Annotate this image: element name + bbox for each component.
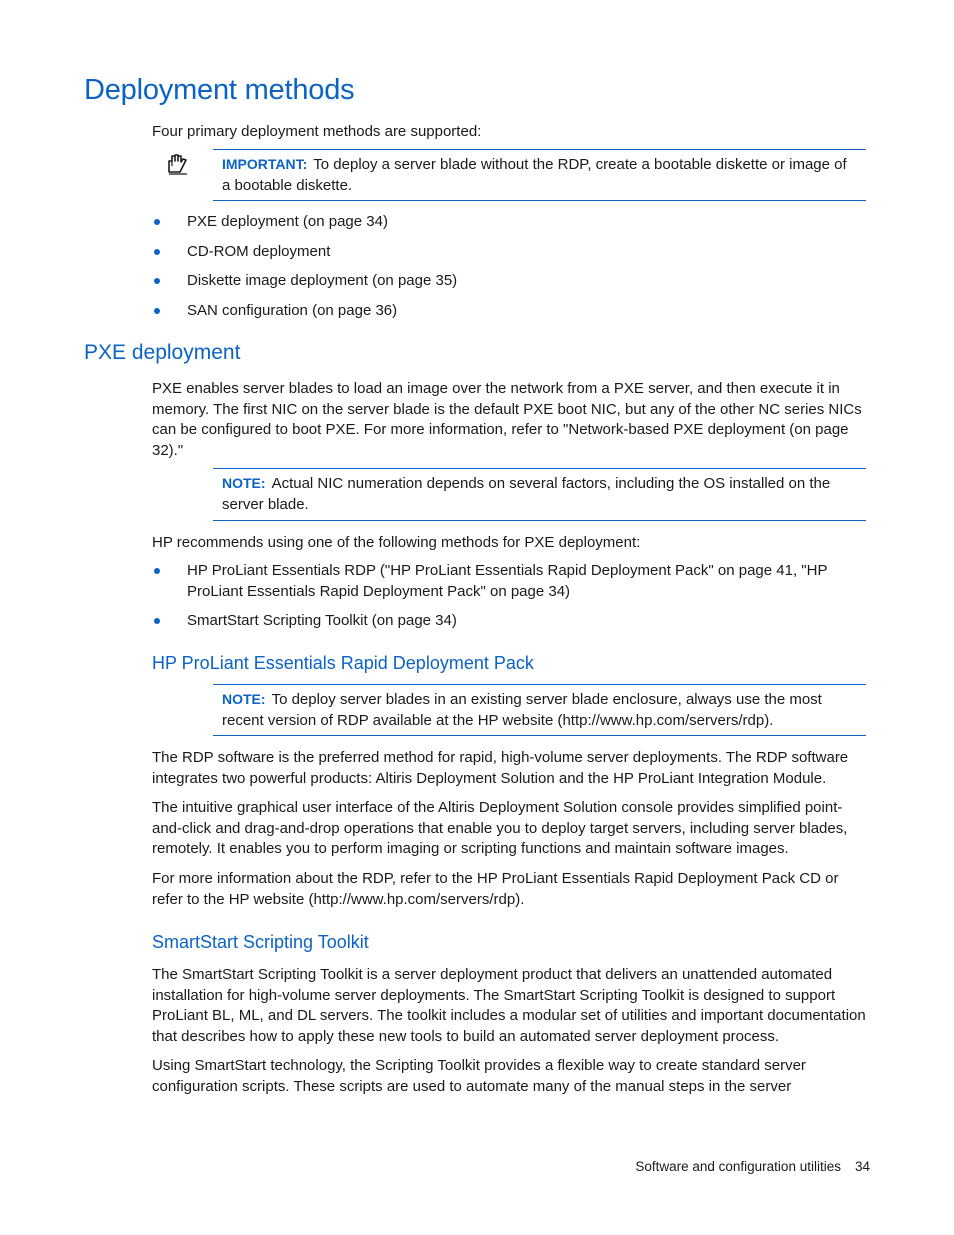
bullet-icon bbox=[154, 219, 160, 225]
note-label: NOTE: bbox=[222, 691, 266, 707]
important-text: To deploy a server blade without the RDP, create a bootable diskette or image of a bootable diskette. bbox=[222, 156, 847, 194]
page-footer bbox=[635, 1159, 870, 1174]
methods-list bbox=[152, 212, 870, 321]
rdp-paragraph-3: For more information about the RDP, refer to the HP ProLiant Essentials Rapid Deployment Pack CD or refer to the HP website (http://www.hp.com/servers/rdp). bbox=[152, 870, 839, 908]
list-item: SmartStart Scripting Toolkit (on page 34) bbox=[152, 611, 870, 632]
pxe-note bbox=[213, 468, 866, 521]
note-text: Actual NIC numeration depends on several factors, including the OS installed on the server blade. bbox=[222, 475, 831, 513]
important-label: IMPORTANT: bbox=[222, 156, 308, 172]
list-item: CD-ROM deployment bbox=[152, 242, 870, 263]
important-callout bbox=[213, 149, 866, 201]
toolkit-paragraph-2: Using SmartStart technology, the Scripting Toolkit provides a flexible way to create standard server configuration scripts. These scripts are used to automate many of the manual steps in the server bbox=[152, 1057, 806, 1095]
list-item: HP ProLiant Essentials RDP ("HP ProLiant Essentials Rapid Deployment Pack" on page 41, "HP ProLiant Essentials Rapid Deployment Pack" on page 34) bbox=[152, 561, 870, 602]
intro-text: Four primary deployment methods are supported: bbox=[152, 123, 482, 140]
page-title: Deployment methods bbox=[84, 74, 355, 106]
bullet-icon bbox=[154, 278, 160, 284]
list-item: SAN configuration (on page 36) bbox=[152, 301, 870, 322]
bullet-icon bbox=[154, 249, 160, 255]
pxe-options-list bbox=[152, 561, 870, 632]
bullet-icon bbox=[154, 568, 160, 574]
list-item: Diskette image deployment (on page 35) bbox=[152, 271, 870, 292]
footer-section-title: Software and configuration utilities bbox=[635, 1159, 841, 1174]
rdp-note bbox=[213, 684, 866, 736]
rdp-heading: HP ProLiant Essentials Rapid Deployment Pack bbox=[152, 653, 534, 673]
pxe-heading: PXE deployment bbox=[84, 341, 241, 364]
note-label: NOTE: bbox=[222, 475, 266, 491]
list-item: PXE deployment (on page 34) bbox=[152, 212, 870, 233]
pxe-paragraph: PXE enables server blades to load an image over the network from a PXE server, and then execute it in memory. The first NIC on the server blade is the default PXE boot NIC, but any of the other NC series NICs can be configured to boot PXE. For more information, refer to "Network-based PXE deployment (on page 32)." bbox=[152, 380, 862, 459]
rdp-paragraph-1: The RDP software is the preferred method for rapid, high-volume server deployments. The RDP software integrates two powerful products: Altiris Deployment Solution and the HP ProLiant Integration Module. bbox=[152, 749, 849, 787]
page-number: 34 bbox=[854, 1159, 870, 1174]
rdp-paragraph-2: The intuitive graphical user interface of the Altiris Deployment Solution console provides simplified point-and-click and drag-and-drop operations that enable you to deploy target servers, including server blades, remotely. It enables you to perform imaging or scripting functions and maintain software images. bbox=[152, 799, 848, 857]
bullet-icon bbox=[154, 308, 160, 314]
bullet-icon bbox=[154, 618, 160, 624]
toolkit-paragraph-1: The SmartStart Scripting Toolkit is a server deployment product that delivers an unattended automated installation for high-volume server deployments. The SmartStart Scripting Toolkit is designed to support ProLiant BL, ML, and DL servers. The toolkit includes a modular set of utilities and important documentation that describes how to apply these new tools to build an automated server deployment process. bbox=[152, 966, 866, 1045]
toolkit-heading: SmartStart Scripting Toolkit bbox=[152, 932, 369, 952]
pxe-recommend-text: HP recommends using one of the following methods for PXE deployment: bbox=[152, 534, 641, 551]
note-text: To deploy server blades in an existing server blade enclosure, always use the most recent version of RDP available at the HP website (http://www.hp.com/servers/rdp). bbox=[222, 691, 822, 729]
important-hand-icon bbox=[166, 152, 190, 176]
